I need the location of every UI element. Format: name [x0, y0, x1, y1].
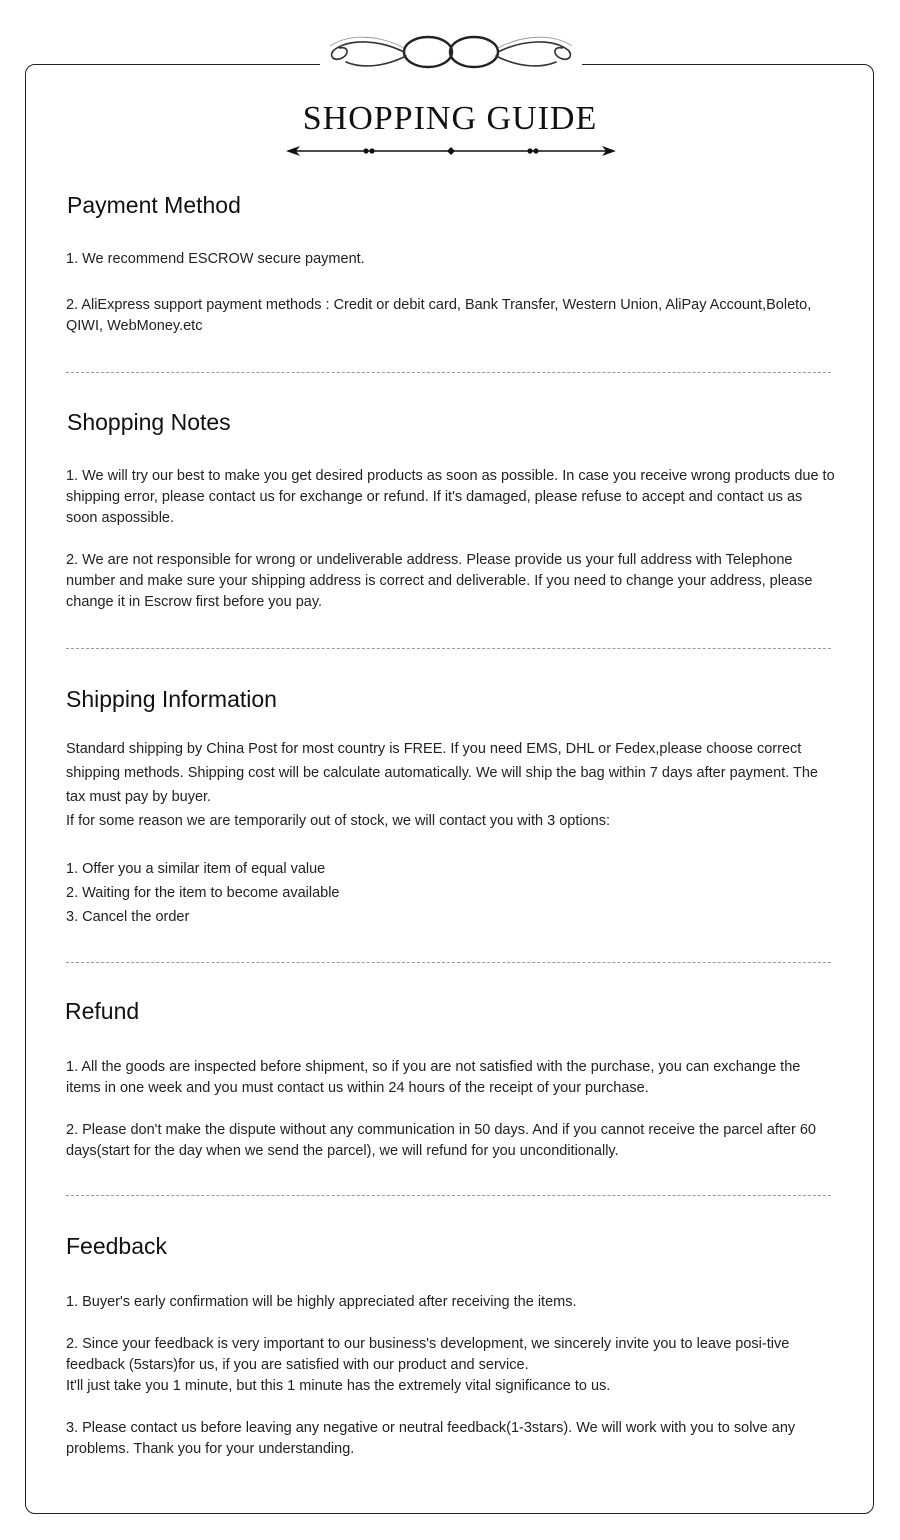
shipping-paragraph-2: If for some reason we are temporarily out of stock, we will contact you with 3 options:	[66, 813, 610, 829]
refund-paragraph-1: 1. All the goods are inspected before shipment, so if you are not satisfied with the purchase, you can exchange the items in one week and you must contact us within 24 hours of the receipt of your purchase.	[66, 1059, 801, 1096]
payment-method-heading: Payment Method	[67, 192, 241, 218]
list-item: 3. Cancel the order	[66, 909, 190, 925]
list-item: 2. Waiting for the item to become available	[66, 885, 340, 901]
page-title: SHOPPING GUIDE	[302, 100, 598, 137]
list-item: 1. Offer you a similar item of equal value	[66, 861, 326, 877]
payment-paragraph-2: 2. AliExpress support payment methods : Credit or debit card, Bank Transfer, Western Union, AliPay Account,Boleto, QIWI, WebMoney.etc	[66, 297, 812, 334]
shipping-options-list	[66, 857, 340, 929]
feedback-paragraph-2-continued: It'll just take you 1 minute, but this 1 minute has the extremely vital significance to us.	[66, 1378, 611, 1394]
feedback-heading: Feedback	[66, 1233, 168, 1259]
swirl-ornament-icon	[320, 28, 582, 76]
section-divider	[66, 1195, 831, 1196]
notes-paragraph-2: 2. We are not responsible for wrong or undeliverable address. Please provide us your full address with Telephone number and make sure your shipping address is correct and deliverable. If you need to change your address, please change it in Escrow first before you pay.	[66, 552, 813, 610]
payment-paragraph-1: 1. We recommend ESCROW secure payment.	[66, 251, 365, 267]
notes-paragraph-1: 1. We will try our best to make you get desired products as soon as possible. In case you receive wrong products due to shipping error, please contact us for exchange or refund. If it's damaged, please refuse to accept and contact us as soon aspossible.	[66, 468, 835, 526]
refund-heading: Refund	[65, 998, 140, 1024]
shipping-paragraph-1: Standard shipping by China Post for most country is FREE. If you need EMS, DHL or Fedex,please choose correct shipping methods. Shipping cost will be calculate automatically. We will ship the bag within 7 days after payment. The tax must pay by buyer.	[66, 741, 818, 805]
refund-paragraph-2: 2. Please don't make the dispute without any communication in 50 days. And if you cannot receive the parcel after 60 days(start for the day when we send the parcel), we will refund for you unconditionally.	[66, 1122, 816, 1159]
shipping-information-heading: Shipping Information	[66, 686, 277, 712]
section-divider	[66, 372, 831, 373]
section-divider	[66, 648, 831, 649]
feedback-paragraph-1: 1. Buyer's early confirmation will be highly appreciated after receiving the items.	[66, 1294, 577, 1310]
section-divider	[66, 962, 831, 963]
feedback-paragraph-2: 2. Since your feedback is very important to our business's development, we sincerely invite you to leave posi-tive feedback (5stars)for us, if you are satisfied with our product and service.	[66, 1336, 790, 1373]
shopping-notes-heading: Shopping Notes	[67, 409, 231, 435]
feedback-paragraph-3: 3. Please contact us before leaving any negative or neutral feedback(1-3stars). We will work with you to solve any problems. Thank you for your understanding.	[66, 1420, 796, 1457]
arrow-divider-icon	[286, 144, 616, 158]
